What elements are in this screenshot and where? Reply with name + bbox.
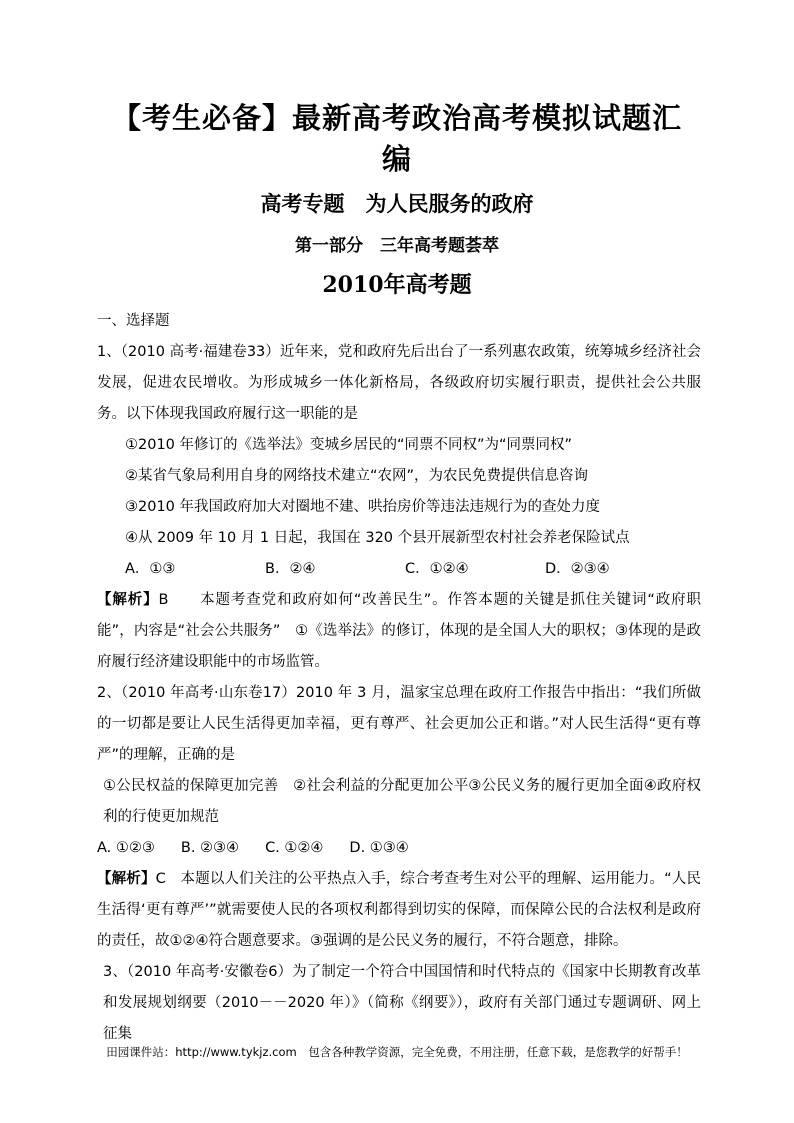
section-heading: 一、选择题 <box>97 313 170 329</box>
question-1-options <box>97 554 701 585</box>
option-a: A．①③ <box>125 561 176 577</box>
question-1-item: ①2010 年修订的《选举法》变城乡居民的“同票不同权”为“同票同权” <box>125 437 573 453</box>
part-heading: 第一部分 三年高考题荟萃 <box>295 236 499 256</box>
question-2-options <box>97 833 701 864</box>
question-1-item: ②某省气象局利用自身的网络技术建立“农网”，为农民免费提供信息咨询 <box>125 468 589 484</box>
question-1-item: ③2010 年我国政府加大对圈地不建、哄抬房价等违法违规行为的查处力度 <box>125 499 601 515</box>
question-2-analysis <box>97 864 701 957</box>
page-subtitle: 高考专题 为人民服务的政府 <box>260 191 534 216</box>
option-d: D．②③④ <box>545 561 610 577</box>
option-a: A. ①②③ <box>97 840 155 856</box>
year-heading: 2010年高考题 <box>322 272 472 298</box>
analysis-label: 【解析】 <box>97 592 159 608</box>
option-b: B．②④ <box>265 561 316 577</box>
option-d: D. ①③④ <box>349 840 409 856</box>
page-title: 【考生必备】最新高考政治高考模拟试题汇编 <box>111 101 682 176</box>
question-3-text: 3、（2010 年高考·安徽卷6）为了制定一个符合中国国情和时代特点的《国家中长期教育改革和发展规划纲要（2010－－2020 年）》（简称《纲要》），政府有关部门通过专题调研、网上征集 <box>103 964 701 1042</box>
option-c: C. ①②④ <box>265 840 324 856</box>
page-footer: 田园课件站：http://www.tykjz.com 包含各种教学资源，完全免费，不用注册，任意下载，是您教学的好帮手！ <box>106 1045 688 1059</box>
analysis-label: 【解析】 <box>97 871 156 887</box>
option-b: B. ②③④ <box>180 840 240 856</box>
question-1-analysis <box>97 585 701 678</box>
question-2-text: 2、（2010 年高考·山东卷17）2010 年 3 月，温家宝总理在政府工作报告中指出：“我们所做的一切都是要让人民生活得更加幸福，更有尊严、社会更加公正和谐。”对人民生活得“更有尊严”的理解，正确的是 <box>97 685 701 763</box>
question-2-items: ①公民权益的保障更加完善 ②社会利益的分配更加公平③公民义务的履行更加全面④政府权利的行使更加规范 <box>103 778 701 825</box>
question-1-item: ④从 2009 年 10 月 1 日起，我国在 320 个县开展新型农村社会养老保险试点 <box>125 530 630 546</box>
document-body <box>97 306 701 1050</box>
option-c: C．①②④ <box>405 561 469 577</box>
analysis-text: B 本题考查党和政府如何“改善民生”。作答本题的关键是抓住关键词“政府职能”，内容是“社会公共服务” ①《选举法》的修订，体现的是全国人大的职权；③体现的是政府履行经济建设职能中的市场监管。 <box>97 592 702 670</box>
analysis-text: C 本题以人们关注的公平热点入手，综合考查考生对公平的理解、运用能力。“人民生活得‘更有尊严’”就需要使人民的各项权利都得到切实的保障，而保障公民的合法权利是政府的责任，故①②④符合题意要求。③强调的是公民义务的履行，不符合题意，排除。 <box>97 871 701 949</box>
question-1-text: 1、（2010 高考·福建卷33）近年来，党和政府先后出台了一系列惠农政策，统筹城乡经济社会发展，促进农民增收。为形成城乡一体化新格局，各级政府切实履行职责，提供社会公共服务。以下体现我国政府履行这一职能的是 <box>97 344 701 422</box>
